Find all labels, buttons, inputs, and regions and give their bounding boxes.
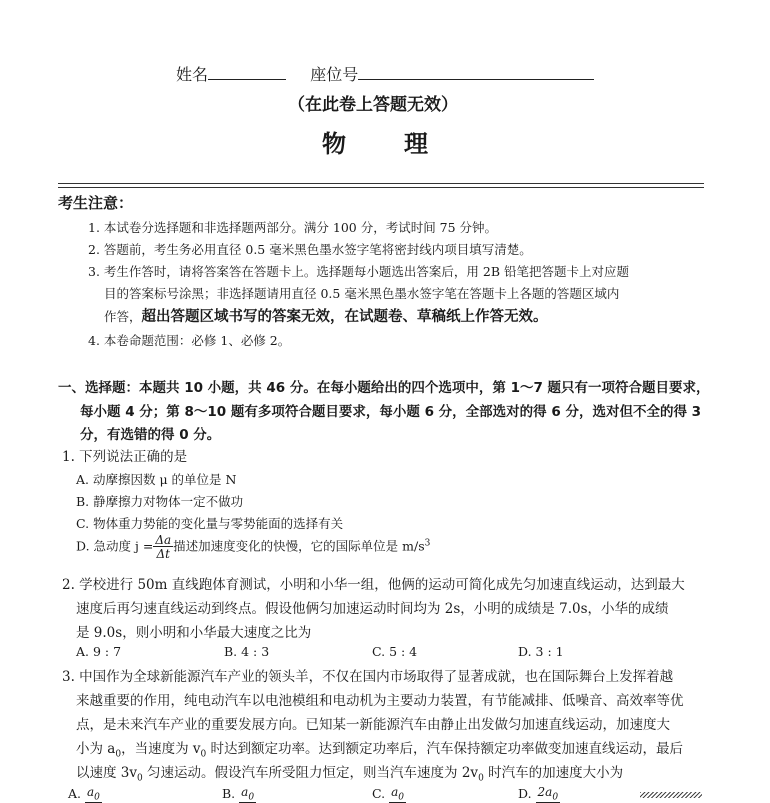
title-char-2: 理	[404, 130, 430, 158]
q2-option-c: C. 5 : 4	[372, 644, 418, 659]
q2-line-1: 2. 学校进行 50m 直线跑体育测试，小明和小华一组，他俩的运动可简化成先匀加速直线运动，达到最大	[62, 577, 685, 593]
option-label: D.	[518, 786, 532, 802]
seat-blank	[358, 65, 594, 80]
fraction-numerator: Δa	[155, 533, 172, 547]
name-blank	[208, 65, 286, 80]
notice-item-4: 4. 本卷命题范围：必修 1、必修 2。	[88, 333, 291, 348]
q3-line-5-part-c: 时汽车的加速度大小为	[483, 765, 624, 781]
q1-option-b: B. 静摩擦力对物体一定不做功	[76, 494, 244, 509]
fraction-numerator: a	[241, 785, 249, 799]
fraction-numerator: 2a	[537, 785, 553, 799]
subscript-zero: 0	[200, 749, 207, 760]
title-char-1: 物	[322, 130, 348, 158]
notice-item-3-line-3	[104, 305, 548, 326]
subscript-zero: 0	[248, 792, 255, 803]
subscript-zero: 0	[137, 773, 143, 784]
q2-option-a: A. 9 : 7	[76, 644, 122, 659]
notice-item-1: 1. 本试卷分选择题和非选择题两部分。满分 100 分，考试时间 75 分钟。	[88, 220, 498, 235]
answer-warning: （在此卷上答题无效）	[288, 95, 458, 115]
header-fields	[176, 62, 594, 85]
page-title	[322, 124, 430, 159]
q1-stem: 1. 下列说法正确的是	[62, 449, 188, 465]
divider-top	[58, 183, 704, 184]
q2-line-2: 速度后再匀速直线运动到终点。假设他俩匀加速运动时间均为 2s，小明的成绩是 7.0s，小华的成绩	[76, 601, 669, 617]
option-fraction	[85, 786, 102, 803]
q1-option-d	[76, 534, 430, 560]
q1-option-c: C. 物体重力势能的变化量与零势能面的选择有关	[76, 516, 344, 531]
fraction-numerator: a	[87, 785, 95, 799]
notice-item-3-line-1: 3. 考生作答时，请将答案答在答题卡上。选择题每小题选出答案后，用 2B 铅笔把答题卡上对应题	[88, 264, 629, 279]
q2-option-d: D. 3 : 1	[518, 644, 564, 659]
fraction-numerator: a	[391, 785, 399, 799]
q3-option-a	[68, 786, 102, 803]
section-1-line-3: 分，有选错的得 0 分。	[80, 427, 221, 443]
q3-line-4-part-a: 小为 a	[76, 741, 116, 757]
q3-line-4-part-b: ，当速度为 v	[121, 741, 201, 757]
option-fraction	[536, 786, 561, 803]
section-1-line-1: 一、选择题：本题共 10 小题，共 46 分。在每小题给出的四个选项中，第 1～7 题只有一项符合题目要求，	[58, 380, 710, 396]
q1-jerk-fraction	[153, 534, 173, 560]
q3-line-4	[76, 737, 683, 760]
unit-exponent: 3	[424, 538, 431, 549]
notice-title: 考生注意：	[58, 194, 134, 212]
notice-item-3-prefix: 作答，	[104, 309, 142, 324]
notice-item-2: 2. 答题前，考生务必用直径 0.5 毫米黑色墨水签字笔将密封线内项目填写清楚。	[88, 242, 532, 257]
section-1-line-2: 每小题 4 分；第 8～10 题有多项符合题目要求，每小题 6 分，全部选对的得 6 分，选对但不全的得 3	[80, 404, 702, 420]
subscript-zero: 0	[115, 749, 122, 760]
subscript-zero: 0	[478, 773, 484, 784]
q1-option-d-suffix: 描述加速度变化的快慢，它的国际单位是 m/s	[173, 538, 425, 554]
fraction-denominator: Δt	[156, 547, 170, 561]
q3-line-5	[76, 761, 623, 784]
q3-line-4-part-c: 时达到额定功率。达到额定功率后，汽车保持额定功率做变加速直线运动，最后	[206, 741, 684, 757]
seat-label: 座位号	[310, 65, 359, 84]
notice-item-3-line-2: 目的答案标号涂黑；非选择题请用直径 0.5 毫米黑色墨水签字笔在答题卡上各题的答题区域内	[104, 286, 620, 301]
notice-item-3-emphasis: 超出答题区域书写的答案无效，在试题卷、草稿纸上作答无效。	[141, 309, 548, 325]
option-label: C.	[372, 786, 386, 802]
q3-line-5-part-b: 匀速运动。假设汽车所受阻力恒定，则当汽车速度为 2v	[142, 765, 479, 781]
option-label: B.	[222, 786, 236, 802]
subscript-zero: 0	[94, 792, 100, 803]
divider-bottom	[58, 187, 704, 188]
q3-option-c	[372, 786, 406, 803]
q2-option-b: B. 4 : 3	[224, 644, 270, 659]
subscript-zero: 0	[398, 792, 404, 803]
q3-line-2: 来越重要的作用，纯电动汽车以电池模组和电动机为主要动力装置，有节能减排、低噪音、高效率等优	[76, 693, 684, 709]
q1-option-a: A. 动摩擦因数 μ 的单位是 N	[76, 472, 237, 487]
q3-line-5-part-a: 以速度 3v	[76, 765, 138, 781]
q2-line-3: 是 9.0s，则小明和小华最大速度之比为	[76, 625, 312, 641]
q3-line-1: 3. 中国作为全球新能源汽车产业的领头羊，不仅在国内市场取得了显著成就，也在国际舞台上发挥着越	[62, 669, 674, 685]
option-label: A.	[68, 786, 82, 802]
hatch-mark	[640, 792, 702, 798]
q3-option-d	[518, 786, 560, 803]
name-label: 姓名	[176, 65, 209, 84]
q1-option-d-prefix: D. 急动度 j =	[76, 538, 154, 554]
q3-line-3: 点，是未来汽车产业的重要发展方向。已知某一新能源汽车由静止出发做匀加速直线运动，加速度大	[76, 717, 670, 733]
q3-option-b	[222, 786, 256, 803]
option-fraction	[239, 786, 256, 803]
option-fraction	[389, 786, 406, 803]
subscript-zero: 0	[552, 792, 559, 803]
